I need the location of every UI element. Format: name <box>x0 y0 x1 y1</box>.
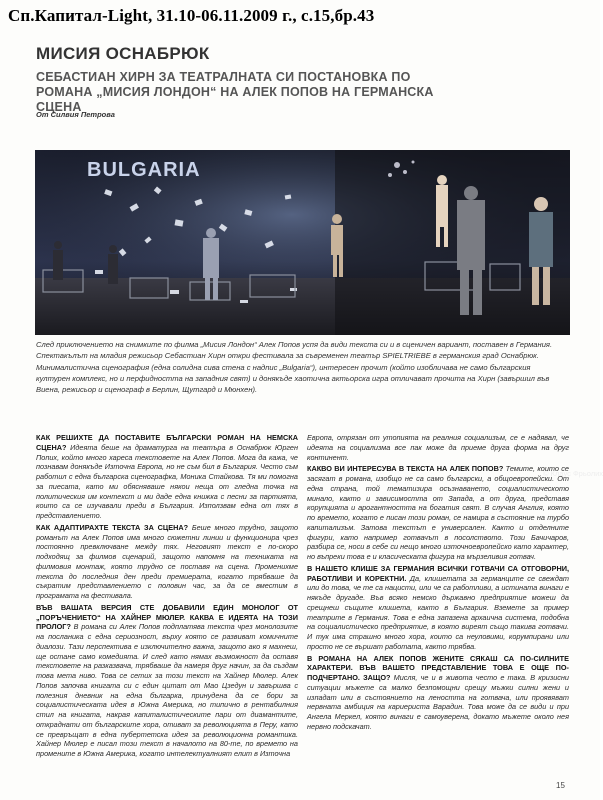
answer: Темите, които се засягат в романа, изобщо не са само български, а общоевропейски. От една страна, той тематизира осъзнаването, социалистическото минало, както и зависимостта от Запада, а от друга, представя корупцията и арогантността на богатия свят. В случая Англия, която по времето, когато е писан този роман, се намира в състояние на турбо капитализъм. Затова текстът е универсален. Както и отделните фигури, като например готвачът в посолството. Този Бачичаров, разбира се, носи в себе си нещо много източноевропейско като характер, но въпреки това е и класическата фигура на мързеливия готвач. <box>307 464 569 561</box>
question: КАК РЕШИХТЕ ДА ПОСТАВИТЕ БЪЛГАРСКИ РОМАН НА НЕМСКА СЦЕНА? <box>36 433 298 452</box>
answer: Беше много трудно, защото романът на Алек Попов има много сюжетни линии и функционира чрез постоянно превключване между тях. Неговият текст е по-скоро подходящ за филмов сценарий, защото напомня на техниката на филмовия монтаж, която трудно се поставя на сцена. Променихме текста до последния ден преди премиерата, когато трябваше да съкратим представлението с половин час, за да се вместим в програмата на фестивала. <box>36 522 299 600</box>
question: В НАШЕТО КЛИШЕ ЗА ГЕРМАНИЯ ВСИЧКИ ГОТВАЧИ СА ОТГОВОРНИ, РАБОТЛИВИ И КОРЕКТНИ. <box>307 563 569 583</box>
paragraph <box>36 433 298 521</box>
answer: Да, клишетата за германците се свеждат или до това, че те са нацисти, или че са работливи, а истината винаги е някъде другаде. Във всяко немско държавно предприятие можеш да срещнеш същите клишета, както в България. Вземете за пример театрите в Германия. Това е една запазена архаична система, подобна на социалистическо предприятие, в която виреят също такива готвачи. И тук има страшно много хора, които са неуловими, корумпирани или просто не се вършат работата, както трябва. <box>307 573 570 651</box>
stage-sign: BULGARIA <box>87 159 201 181</box>
article-subtitle: СЕБАСТИАН ХИРН ЗА ТЕАТРАЛНАТА СИ ПОСТАНОВКА ПО РОМАНА „МИСИЯ ЛОНДОН“ НА АЛЕК ПОПОВ НА ГЕРМАНСКА СЦЕНА <box>36 70 434 114</box>
masthead: Сп.Капитал-Light, 31.10-06.11.2009 г., с.15,бр.43 <box>8 6 375 25</box>
page-number: 15 <box>556 781 565 790</box>
photo-credit: © Клаус Фрьолих <box>543 469 603 478</box>
question: В РОМАНА НА АЛЕК ПОПОВ ЖЕНИТЕ СЯКАШ СА ПО-СИЛНИТЕ ХАРАКТЕРИ. ВЪВ ВАШЕТО ПРЕДСТАВЛЕНИЕ ТОВА Е ОЩЕ ПО-ПОДЧЕРТАНО. ЗАЩО? <box>307 653 569 682</box>
paragraph <box>307 654 569 732</box>
answer: В романа си Алек Попов подплатява текста чрез монолозите на посланика с една сериозност, върху която се развиват комичните диалози. Тази перспектива е изключително важна, защото ако я махнеш, ще остане само комедията. И след като нямах възможност да оставя текстовете на разказвача, трябваше да намеря друг начин, за да създам това мета ниво. Това се сетих за този текст на Хайнер Мюлер. Алек Попов започва книгата си с един цитат от Мао Цзедун и завършва с полезния дневник на една българка, принудена да се бори за социалистическата идея в Южна Америка, но типично в рентабилния стил на книгата, накрая капиталистическите пари от диамантите, откраднати от българските хора, отиват за революцията в Перу, като се превръщат в една пубертетска идея за революционна романтика. Хайнер Мюлер е писал този текст в началото на 80-те, по времето на промените в Южна Америка, когато интелектуалният елит в Източна <box>36 622 298 758</box>
byline: От Силвия Петрова <box>36 110 115 119</box>
article-title: МИСИЯ ОСНАБРЮК <box>36 44 210 63</box>
stage-photo-illustration <box>35 150 570 335</box>
paragraph <box>36 603 298 759</box>
question: КАК АДАПТИРАХТЕ ТЕКСТА ЗА СЦЕНА? <box>36 522 189 532</box>
answer: Идеята беше на драматурга на театъра в Оснабрюк Юрген Попих, който много хареса текстовете на Алек Попов. Мога да кажа, че познавам донякъде Източна Европа, но не съм бил в България. Често съм работил с една българска сценографка, Моника Стайкова. Тя ми помогна за пиесата, като ми обясняваше някои неща от гледна точка на политическия им контекст и ми даде една книжка с песни за партията, които са се изучавали преди в България. Използвам една от тях в представлението. <box>36 442 298 520</box>
paragraph <box>307 464 569 562</box>
paragraph <box>36 523 298 601</box>
article-column-left <box>36 433 298 761</box>
answer: Европа, отрязан от утопията на реалния социализъм, се е надявал, че идеята на социализма все пак може да приеме друга форма на друг континент. <box>307 433 569 462</box>
article-column-right <box>307 433 569 734</box>
photo-caption: След приключението на снимките по филма „Мисия Лондон“ Алек Попов успя да види текста си и в сценичен вариант, поставен в Германия. Спектакълът на младия режисьор Себастиан Хирн откри фестивала за съвременен театър SPIELTRIEBE в германския град Оснабрюк. Минималистична сценография (една солидна сива стена с надпис „Bulgaria“), интересен прочит (който изобличава не само българския културен комплекс, но и перфидността на западния свят) и донякъде хаотична актьорска игра отличават прочита на Хирн (завършил във Виена, режисьор и сценограф в Берлин, Щутгард и Мюнхен). <box>36 340 553 395</box>
paragraph <box>307 564 569 652</box>
question: ВЪВ ВАШАТА ВЕРСИЯ СТЕ ДОБАВИЛИ ЕДИН МОНОЛОГ ОТ „ПОРЪЧЕНИЕТО“ НА ХАЙНЕР МЮЛЕР. КАКВА Е ИДЕЯТА НА ТОЗИ ПРОЛОГ? <box>36 602 298 632</box>
question: КАКВО ВИ ИНТЕРЕСУВА В ТЕКСТА НА АЛЕК ПОПОВ? <box>307 464 504 474</box>
paragraph <box>307 433 569 462</box>
answer: Мисля, че и в живота често е така. В кризисни ситуации мъжете са малко безпомощни срещу мъжки силни жени и изпадат или в състоянието на леността на готвача, или проявяват нервната амбиция на кариериста Варадин. Това може да се види и при Ангела Меркел, която винаги е самоуверена, докато мъжете около нея нервно подскачат. <box>307 673 569 731</box>
